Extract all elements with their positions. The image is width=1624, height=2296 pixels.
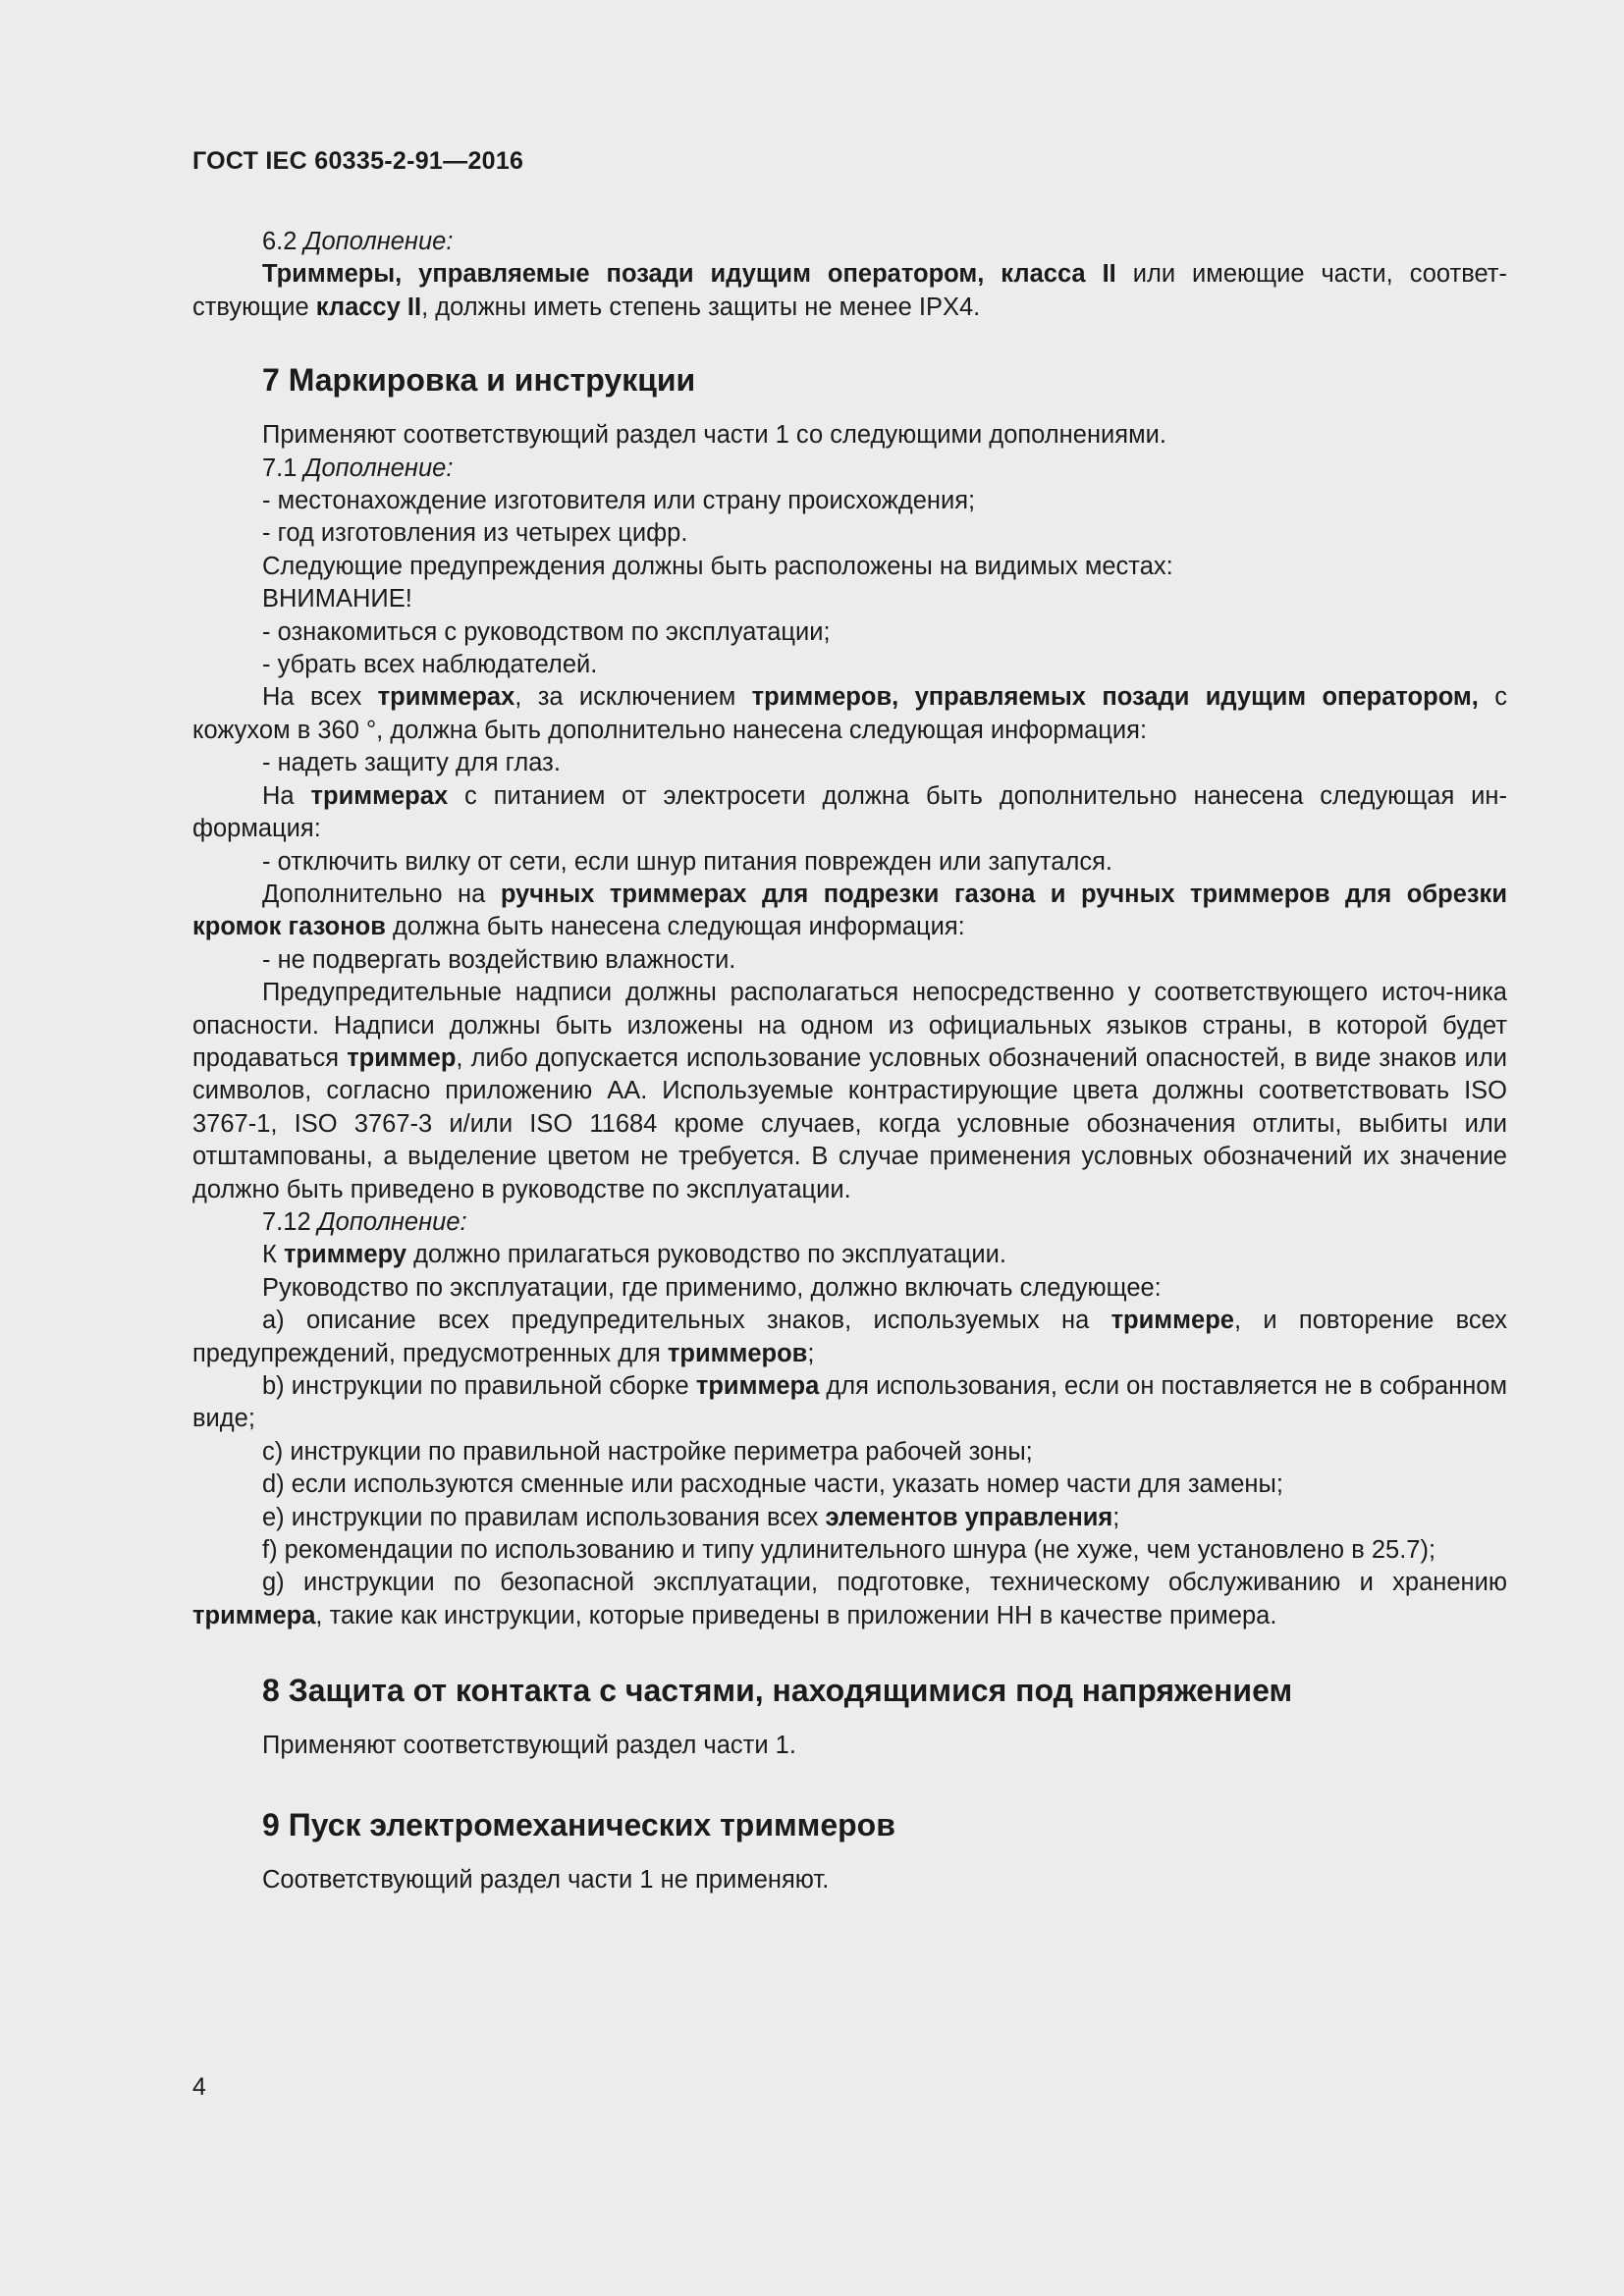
paragraph: Применяют соответствующий раздел части 1. [262, 1732, 796, 1760]
text-run: с кожухом в 360 °, должна быть дополнительно нанесена следующая информация: [192, 683, 1507, 744]
list-item-f: f) рекомендации по использованию и типу удлинительного шнура (не хуже, чем установлено в 25.7); [262, 1536, 1436, 1565]
section-heading-7: 7 Маркировка и инструкции [262, 362, 696, 399]
bold-term: классу II [315, 293, 422, 321]
text-run: , за исключением [514, 683, 752, 712]
clause-number: 7.12 [262, 1207, 318, 1236]
list-item-b [192, 1370, 1507, 1436]
text-run: для использования, если он поставляется не в собранном виде; [192, 1372, 1508, 1433]
text-run: ; [807, 1339, 815, 1367]
list-item: - убрать всех наблюдателей. [262, 651, 598, 679]
document-body [192, 226, 1507, 1896]
clause-7-12-title [192, 1206, 1507, 1239]
section-heading-8: 8 Защита от контакта с частями, находящимися под напряжением [262, 1673, 1293, 1709]
text-run: Дополнительно на [262, 880, 501, 908]
paragraph [192, 879, 1507, 944]
text-run: К [262, 1241, 284, 1269]
text-run: , должны иметь степень защиты не менее IPX4. [421, 293, 981, 321]
bold-term: элементов управления [825, 1503, 1113, 1531]
page-number: 4 [192, 2073, 206, 2101]
clause-label: Дополнение: [317, 1207, 467, 1236]
list-item-c: c) инструкции по правильной настройке периметра рабочей зоны; [262, 1437, 1033, 1466]
text-run: На [262, 781, 311, 810]
bold-term: триммер [347, 1043, 457, 1072]
bold-term: Триммеры, управляемые позади идущим оператором, класса II [262, 260, 1116, 289]
list-item-a [192, 1305, 1507, 1370]
bold-term: триммера [192, 1601, 316, 1629]
list-item: - надеть защиту для глаз. [262, 749, 561, 777]
clause-label: Дополнение: [303, 454, 454, 482]
bold-term: триммерах [310, 781, 449, 810]
text-run: должно прилагаться руководство по эксплуатации. [406, 1241, 1006, 1269]
list-item: - год изготовления из четырех цифр. [262, 519, 688, 548]
paragraph [192, 258, 1507, 324]
list-item: - местонахождение изготовителя или страну происхождения; [262, 487, 976, 515]
clause-label: Дополнение: [303, 228, 454, 255]
bold-term: триммере [1110, 1307, 1234, 1335]
paragraph: Следующие предупреждения должны быть расположены на видимых местах: [262, 552, 1173, 580]
text-run: b) инструкции по правильной сборке [262, 1372, 696, 1400]
clause-number: 6.2 [262, 228, 304, 255]
text-run: e) инструкции по правилам использования всех [262, 1503, 826, 1531]
text-run: g) инструкции по безопасной эксплуатации, подготовке, техническому обслуживанию и хранению [262, 1569, 1507, 1597]
text-run: На всех [262, 683, 378, 712]
text-run: должна быть нанесена следующая информация: [385, 913, 965, 941]
list-item-e [192, 1502, 1507, 1534]
paragraph [192, 977, 1507, 1206]
bold-term: триммерах [377, 683, 515, 712]
clause-6-2-title [192, 226, 1507, 258]
list-item: - отключить вилку от сети, если шнур питания поврежден или запутался. [262, 847, 1112, 876]
warning-label: ВНИМАНИЕ! [262, 585, 412, 614]
text-run: , такие как инструкции, которые приведены в приложении НН в качестве примера. [315, 1601, 1277, 1629]
bold-term: триммеров, управляемых позади идущим оператором, [751, 683, 1479, 712]
text-run: Предупредительные надписи должны располагаться непосредственно у соответствующего источ-ника опасности. Надписи должны быть изложены на одном из официальных языков страны, в которой будет продаваться [192, 979, 1507, 1072]
document-header: ГОСТ IEC 60335-2-91—2016 [192, 147, 524, 175]
text-run: , либо допускается использование условных обозначений опасностей, в виде знаков или символов, согласно приложению АА. Используемые контрастирующие цвета должны соответствовать ISO 3767-1, ISO 3767-3 и/или ISO 11684 кроме случаев, когда условные обозначения отлиты, выбиты или отштампованы, а выделение цветом не требуется. В случае применения условных обозначений их значение должно быть приведено в руководстве по эксплуатации. [192, 1043, 1507, 1203]
text-run: a) описание всех предупредительных знаков, используемых на [262, 1307, 1111, 1335]
text-run: или имеющие части, соответ-ствующие [192, 260, 1507, 321]
bold-term: триммера [695, 1372, 820, 1400]
list-item: - ознакомиться с руководством по эксплуатации; [262, 617, 831, 646]
paragraph [192, 1239, 1507, 1271]
clause-7-1-title [192, 453, 1507, 485]
paragraph: Руководство по эксплуатации, где применимо, должно включать следующее: [262, 1273, 1162, 1302]
bold-term: ручных триммерах для подрезки газона и ручных триммеров для обрезки кромок газонов [192, 880, 1507, 941]
text-run: , и повторение всех предупреждений, предусмотренных для [192, 1307, 1508, 1367]
paragraph [192, 780, 1507, 846]
paragraph: Применяют соответствующий раздел части 1 со следующими дополнениями. [262, 421, 1166, 450]
list-item: - не подвергать воздействию влажности. [262, 945, 736, 974]
bold-term: триммеров [667, 1339, 808, 1367]
text-run: ; [1112, 1503, 1120, 1531]
list-item-d: d) если используются сменные или расходные части, указать номер части для замены; [262, 1470, 1283, 1499]
clause-number: 7.1 [262, 454, 304, 482]
bold-term: триммеру [283, 1241, 407, 1269]
text-run: с питанием от электросети должна быть дополнительно нанесена следующая ин-формация: [192, 781, 1508, 843]
section-heading-9: 9 Пуск электромеханических триммеров [262, 1806, 895, 1842]
paragraph: Соответствующий раздел части 1 не применяют. [262, 1865, 830, 1894]
list-item-g [192, 1567, 1507, 1632]
paragraph [192, 681, 1507, 747]
